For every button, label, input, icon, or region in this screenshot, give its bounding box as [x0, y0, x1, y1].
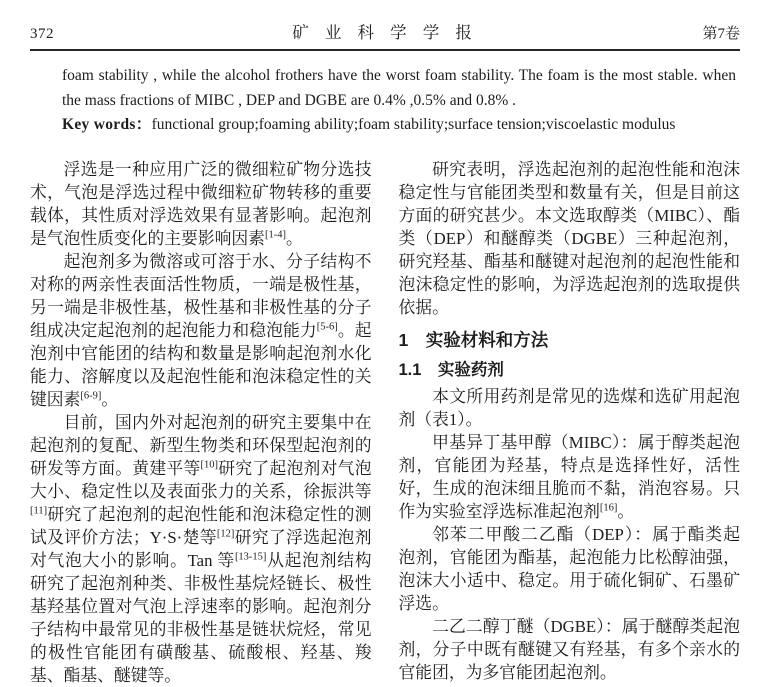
keywords-colon: ： [135, 116, 152, 133]
abstract-text: foam stability , while the alcohol frothers have the worst foam stability. The foam is the most stable. when the mass fractions of MIBC , DEP and DGBE are 0.4% ,0.5% and 0.8% . [62, 67, 736, 109]
section-heading: 1 实验材料和方法 [398, 329, 549, 350]
right-column [399, 158, 741, 687]
body-paragraph: 二乙二醇丁醚（DGBE）：属于醚醇类起泡剂，分子中既有醚键又有羟基，有多个亲水的官能团，为多官能团起泡剂。 [398, 616, 740, 682]
body-paragraph: 邻苯二甲酸二乙酯（DEP）：属于酯类起泡剂，官能团为酯基，起泡能力比松醇油强，泡沫大小适中、稳定。用于硫化铜矿、石墨矿浮选。 [398, 524, 740, 613]
abstract-english [62, 64, 736, 138]
reference-superscript: [10] [200, 458, 219, 470]
body-paragraph: 研究表明，浮选起泡剂的起泡性能和泡沫稳定性与官能团类型和数量有关，但是目前这方面的研究甚少。本文选取醇类（MIBC）、酯类（DEP）和醚醇类（DGBE）三种起泡剂，研究羟基、酯基和醚键对起泡剂的起泡性能和泡沫稳定性的影响，为浮选起泡剂的选取提供依据。 [398, 159, 740, 317]
volume-label: 第7卷 [702, 26, 740, 42]
page-number: 372 [30, 26, 54, 42]
journal-title: 矿 业 科 学 学 报 [292, 23, 478, 42]
keywords-line [62, 113, 736, 138]
subsection-heading: 1.1 实验药剂 [398, 360, 504, 379]
left-column [30, 158, 372, 687]
running-head [30, 24, 740, 43]
reference-superscript: [1-4] [264, 228, 286, 240]
body-paragraph: 目前，国内外对起泡剂的研究主要集中在起泡剂的复配、新型生物类和环保型起泡剂的研发等方面。黄建平等[10]研究了起泡剂对气泡大小、稳定性以及表面张力的关系，徐振洪等[11]研究了起泡剂的起泡性能和泡沫稳定性的测试及评价方法；Y·S·楚等[12]研究了浮选起泡剂对气泡大小的影响。Tan 等[13-15]从起泡剂结构研究了起泡剂种类、非极性基烷烃链长、极性基羟基位置对气泡上浮速率的影响。起泡剂分子结构中最常见的非极性基是链状烷烃，常见的极性官能团有磺酸基、硫酸根、羟基、羧基、酯基、醚键等。 [30, 412, 372, 685]
body-paragraph: 本文所用药剂是常见的选煤和选矿用起泡剂（表1）。 [398, 386, 740, 429]
keywords-label: Key words [62, 116, 136, 133]
body-columns [30, 158, 740, 687]
reference-superscript: [6-9] [80, 389, 102, 401]
reference-superscript: [11] [30, 504, 48, 516]
header-divider [30, 49, 740, 51]
body-paragraph: 起泡剂多为微溶或可溶于水、分子结构不对称的两亲性表面活性物质，一端是极性基，另一端是非极性基，极性基和非极性基的分子组成决定起泡剂的起泡能力和稳泡能力[5-6]。起泡剂中官能团的结构和数量是影响起泡剂水化能力、溶解度以及起泡性能和泡沫稳定性的关键因素[6-9]。 [30, 251, 372, 409]
reference-superscript: [12] [216, 527, 235, 539]
reference-superscript: [13-15] [234, 550, 267, 562]
body-paragraph: 甲基异丁基甲醇（MIBC）：属于醇类起泡剂，官能团为羟基，特点是选择性好，活性好，生成的泡沫细且脆而不黏，消泡容易。只作为实验室浮选标准起泡剂[16]。 [398, 432, 740, 521]
reference-superscript: [5-6] [316, 320, 338, 332]
body-paragraph: 浮选是一种应用广泛的微细粒矿物分选技术，气泡是浮选过程中微细粒矿物转移的重要载体，其性质对浮选效果有显著影响。起泡剂是气泡性质变化的主要影响因素[1-4]。 [30, 159, 372, 248]
reference-superscript: [16] [599, 501, 618, 513]
keywords-text: functional group;foaming ability;foam stability;surface tension;viscoelastic modulus [151, 116, 676, 133]
